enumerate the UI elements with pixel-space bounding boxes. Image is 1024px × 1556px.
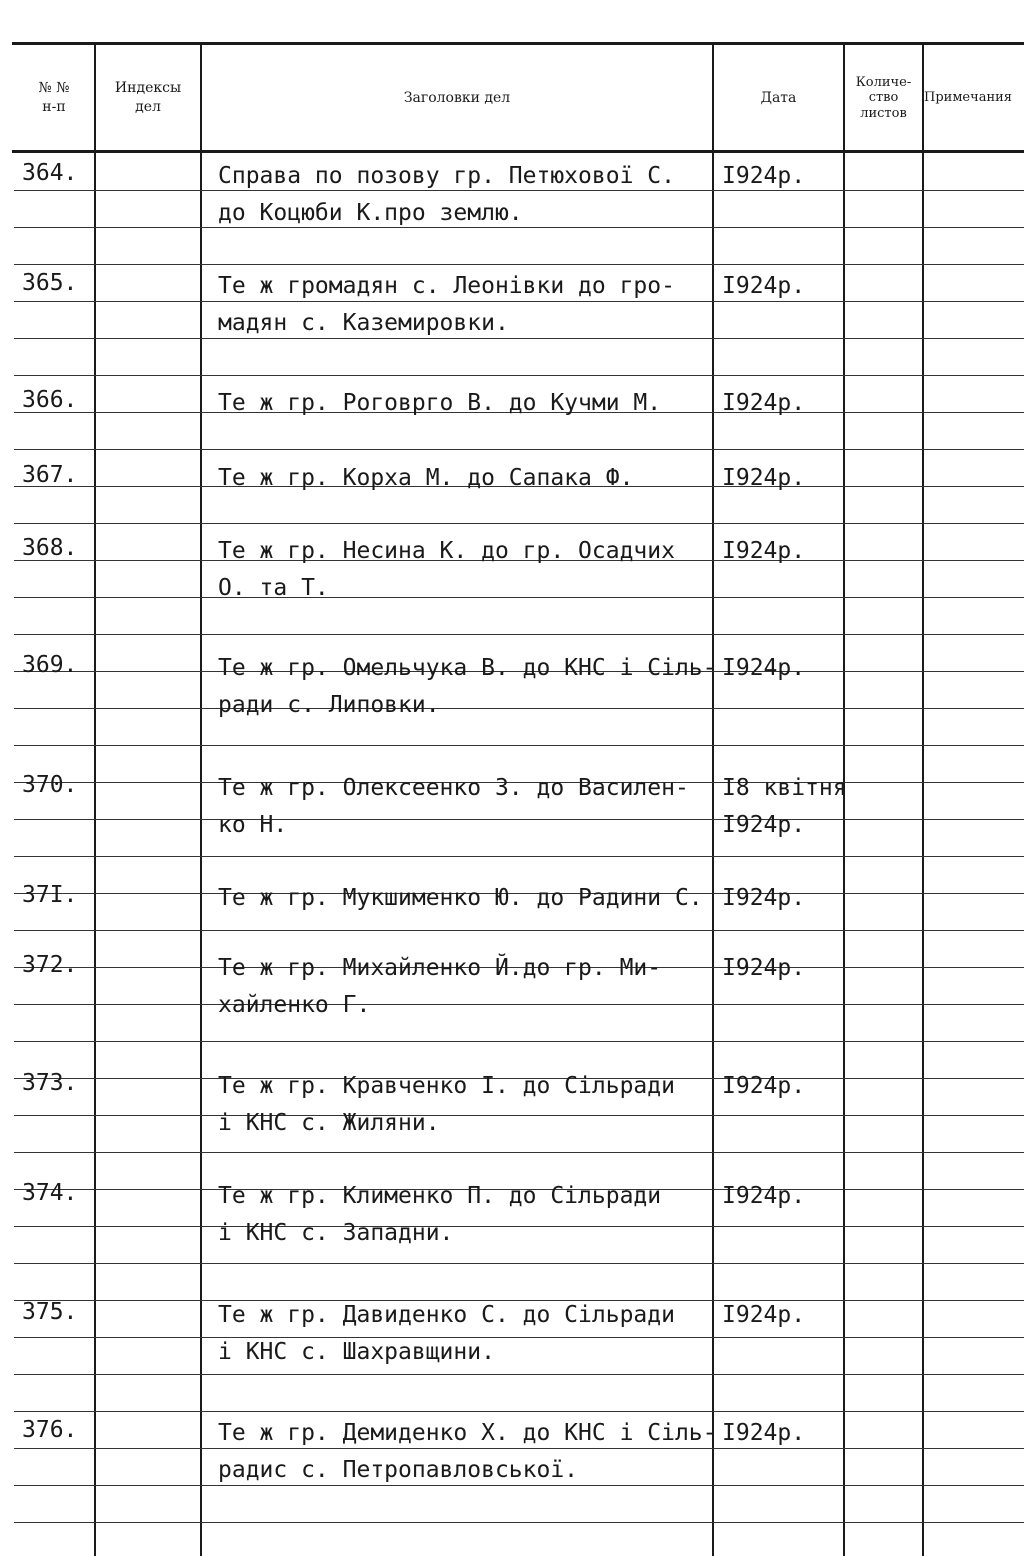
case-date-line: І924р.	[722, 655, 806, 681]
case-title-line: і КНС с. Шахравщини.	[218, 1339, 495, 1365]
header-count-line2: ство	[868, 90, 899, 106]
case-date	[722, 1415, 805, 1452]
header-number-line1: № №	[38, 80, 70, 97]
case-date-line: І924р.	[722, 273, 806, 299]
case-date-line: І924р.	[722, 812, 806, 838]
case-title-line: Те ж гр. Демиденко Х. до КНС і Сіль-	[218, 1420, 717, 1446]
case-title-line: ради с. Липовки.	[218, 692, 440, 718]
ruled-line	[14, 930, 1024, 931]
ruled-line	[14, 1152, 1024, 1153]
case-title	[218, 158, 713, 232]
case-title	[218, 1178, 713, 1252]
case-title	[218, 650, 717, 724]
case-title	[218, 770, 713, 844]
case-date-line: І924р.	[722, 538, 806, 564]
ruled-line	[14, 745, 1024, 746]
column-divider	[94, 44, 96, 1556]
case-date	[722, 1178, 805, 1215]
header-index-line2: дел	[135, 99, 161, 115]
header-date-text: Дата	[760, 89, 797, 106]
case-date-line: І924р.	[722, 1183, 806, 1209]
case-date	[722, 385, 805, 422]
case-title-line: хайленко Г.	[218, 992, 371, 1018]
header-number-line2: н-п	[42, 99, 66, 115]
header-number	[14, 44, 94, 152]
case-number: 368.	[22, 535, 78, 561]
header-index	[96, 44, 200, 152]
case-title	[218, 1068, 713, 1142]
case-title-line: Те ж громадян с. Леонівки до гро-	[218, 273, 675, 299]
case-title-line: до Коцюби К.про землю.	[218, 200, 523, 226]
case-date	[722, 880, 805, 917]
case-title	[218, 268, 713, 342]
case-title-line: радис с. Петропавловської.	[218, 1457, 579, 1483]
case-number: 374.	[22, 1180, 78, 1206]
case-title-line: Те ж гр. Омельчука В. до КНС і Сіль-	[218, 655, 717, 681]
case-date-line: І924р.	[722, 163, 806, 189]
case-date	[722, 1297, 805, 1334]
case-title	[218, 385, 713, 422]
header-title	[202, 44, 712, 152]
case-title-line: Те ж гр. Роговрго В. до Кучми М.	[218, 390, 662, 416]
header-title-text: Заголовки дел	[403, 89, 511, 106]
column-divider	[922, 44, 924, 1556]
case-title-line: Те ж гр. Михайленко Й.до гр. Ми-	[218, 955, 662, 981]
ruled-line	[14, 634, 1024, 635]
case-title-line: Те ж гр. Корха М. до Сапака Ф.	[218, 465, 634, 491]
case-title	[218, 1297, 713, 1371]
case-title-line: Те ж гр. Несина К. до гр. Осадчих	[218, 538, 675, 564]
case-title-line: Те ж гр. Давиденко С. до Сільради	[218, 1302, 675, 1328]
header-notes-text: Примечания	[924, 90, 1013, 106]
header-count-line1: Количе-	[855, 74, 912, 90]
case-date-line: І924р.	[722, 465, 806, 491]
case-number: 372.	[22, 952, 78, 978]
case-date-line: І924р.	[722, 1073, 806, 1099]
case-number: 37І.	[22, 882, 78, 908]
case-date	[722, 770, 847, 844]
case-title-line: Те ж гр. Клименко П. до Сільради	[218, 1183, 662, 1209]
case-date	[722, 268, 805, 305]
case-title-line: Те ж гр. Кравченко І. до Сільради	[218, 1073, 675, 1099]
case-date-line: І8 квітня	[722, 775, 847, 801]
case-title-line: і КНС с. Западни.	[218, 1220, 454, 1246]
case-title	[218, 460, 713, 497]
ruled-line	[14, 523, 1024, 524]
header-date	[714, 44, 843, 152]
case-date-line: І924р.	[722, 390, 806, 416]
case-title	[218, 950, 713, 1024]
case-number: 364.	[22, 160, 78, 186]
case-title-line: і КНС с. Жиляни.	[218, 1110, 440, 1136]
case-date	[722, 950, 805, 987]
header-notes	[924, 44, 1024, 152]
case-title-line: Справа по позову гр. Петюхової С.	[218, 163, 675, 189]
case-title-line: Те ж гр. Мукшименко Ю. до Радини С.	[218, 885, 703, 911]
ruled-line	[14, 1263, 1024, 1264]
case-title	[218, 880, 713, 917]
ruled-line	[14, 856, 1024, 857]
case-title	[218, 533, 713, 607]
ruled-line	[14, 449, 1024, 450]
ruled-line	[14, 1411, 1024, 1412]
header-count	[845, 44, 922, 152]
header-count-line3: листов	[860, 105, 907, 121]
case-number: 370.	[22, 772, 78, 798]
case-date	[722, 533, 805, 570]
case-number: 373.	[22, 1070, 78, 1096]
case-title	[218, 1415, 717, 1489]
ruled-line	[14, 1374, 1024, 1375]
case-title-line: О. та Т.	[218, 575, 329, 601]
case-date-line: І924р.	[722, 1420, 806, 1446]
ruled-line	[14, 1041, 1024, 1042]
column-divider	[200, 44, 202, 1556]
case-date	[722, 460, 805, 497]
case-date	[722, 650, 805, 687]
case-number: 365.	[22, 270, 78, 296]
case-number: 367.	[22, 462, 78, 488]
case-date-line: І924р.	[722, 885, 806, 911]
case-date	[722, 158, 805, 195]
ruled-line	[14, 375, 1024, 376]
case-title-line: мадян с. Каземировки.	[218, 310, 509, 336]
case-date-line: І924р.	[722, 955, 806, 981]
case-date	[722, 1068, 805, 1105]
ruled-line	[14, 1522, 1024, 1523]
ruled-line	[14, 264, 1024, 265]
case-number: 375.	[22, 1299, 78, 1325]
case-title-line: ко Н.	[218, 812, 288, 838]
case-number: 369.	[22, 652, 78, 678]
header-index-line1: Индексы	[114, 80, 182, 97]
case-number: 376.	[22, 1417, 78, 1443]
case-date-line: І924р.	[722, 1302, 806, 1328]
case-number: 366.	[22, 387, 78, 413]
case-title-line: Те ж гр. Олексеенко З. до Василен-	[218, 775, 689, 801]
